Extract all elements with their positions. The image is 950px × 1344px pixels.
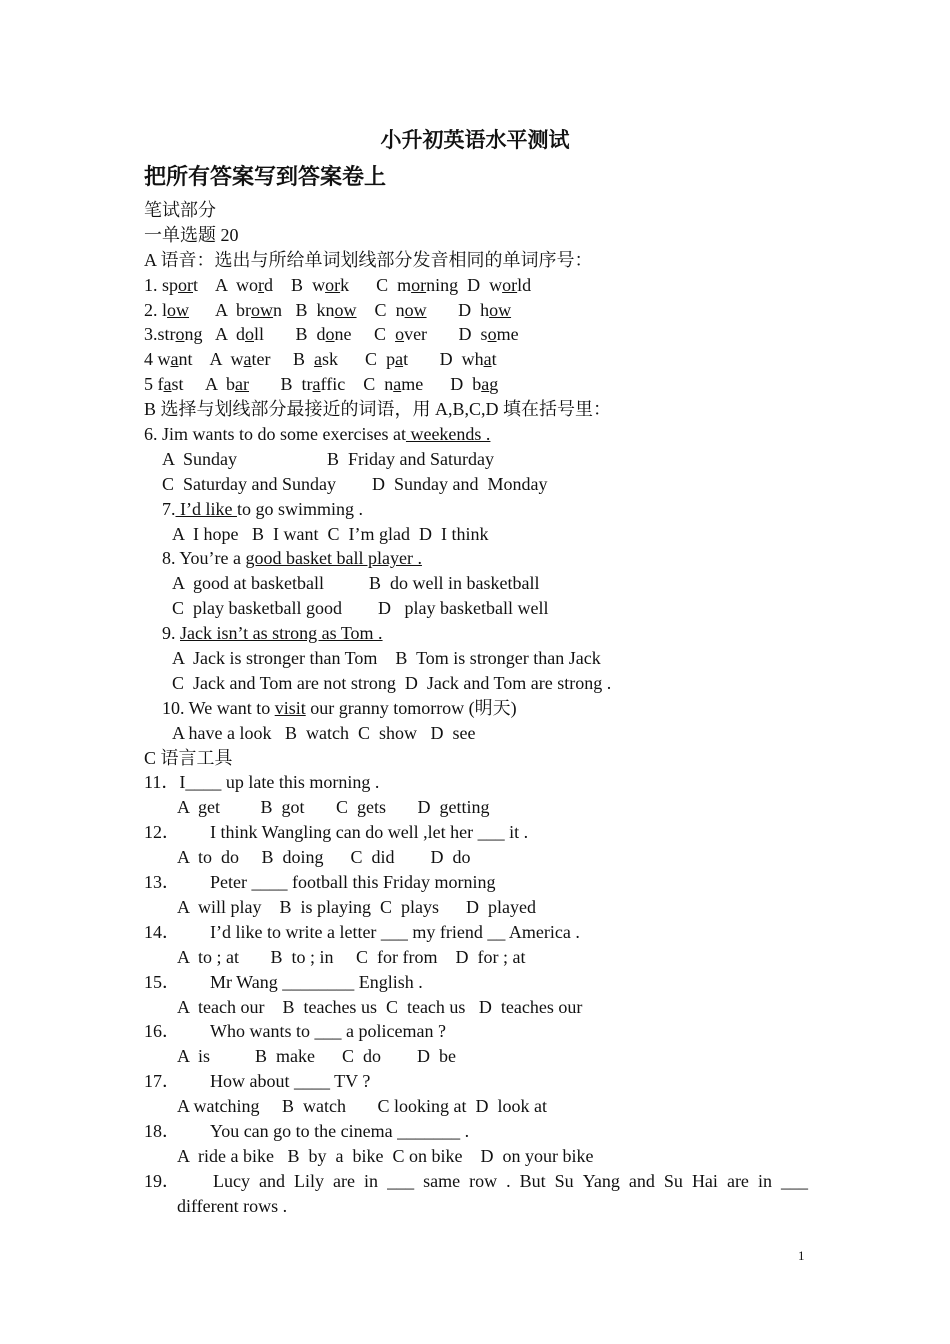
question-9-options-1: A Jack is stronger than Tom B Tom is stronger than Jack	[172, 648, 601, 669]
question-18-options: A ride a bike B by a bike C on bike D on your bike	[177, 1145, 594, 1166]
part-a-heading: A 语音：选出与所给单词划线部分发音相同的单词序号：	[144, 249, 593, 270]
section-one: 一单选题 20	[144, 224, 239, 245]
part-b-heading: B 选择与划线部分最接近的词语，用 A,B,C,D 填在括号里：	[144, 399, 612, 420]
question-6-options-1: A Sunday B Friday and Saturday	[162, 448, 494, 469]
question-9-options-2: C Jack and Tom are not strong D Jack and Tom are strong .	[172, 672, 612, 693]
question-16: 16． Who wants to ___ a policeman ?	[144, 1021, 446, 1042]
question-1: 1. sport A word B work C morning D world	[144, 274, 532, 295]
part-c-heading: C 语言工具	[144, 747, 233, 768]
question-19-continued: different rows .	[177, 1195, 288, 1216]
page-number: 1	[798, 1248, 805, 1263]
question-4: 4 want A water B ask C pat D what	[144, 349, 497, 370]
question-13-options: A will play B is playing C plays D played	[177, 896, 536, 917]
question-17-options: A watching B watch C looking at D look at	[177, 1096, 547, 1117]
question-15: 15． Mr Wang ________ English .	[144, 971, 423, 992]
question-15-options: A teach our B teaches us C teach us D teaches our	[177, 996, 583, 1017]
question-11: 11．I____ up late this morning .	[144, 772, 380, 793]
section-written: 笔试部分	[144, 200, 216, 220]
question-3: 3.strong A doll B done C over D some	[144, 324, 519, 345]
question-16-options: A is B make C do D be	[177, 1046, 456, 1067]
question-17: 17． How about ____ TV ?	[144, 1071, 371, 1092]
question-2: 2. low A brown B know C now D how	[144, 299, 512, 320]
question-14-options: A to ; at B to ; in C for from D for ; at	[177, 946, 526, 967]
question-11-options: A get B got C gets D getting	[177, 797, 490, 818]
exam-content	[144, 198, 808, 1219]
question-12: 12． I think Wangling can do well ,let her ___ it .	[144, 822, 529, 843]
question-6-options-2: C Saturday and Sunday D Sunday and Monday	[162, 473, 548, 494]
question-9: 9. Jack isn’t as strong as Tom .	[162, 623, 383, 644]
question-10: 10. We want to visit our granny tomorrow (明天)	[162, 697, 517, 718]
question-7: 7. I’d like to go swimming .	[162, 498, 363, 519]
page-subtitle: 把所有答案写到答案卷上	[144, 164, 387, 189]
question-18: 18． You can go to the cinema _______ .	[144, 1120, 470, 1141]
question-5: 5 fast A bar B traffic C name D bag	[144, 374, 499, 395]
question-10-options: A have a look B watch C show D see	[172, 722, 476, 743]
question-19: 19． Lucy and Lily are in ___ same row . But Su Yang and Su Hai are in ___	[144, 1170, 808, 1191]
question-8-options-1: A good at basketball B do well in basketball	[172, 573, 540, 594]
question-6: 6. Jim wants to do some exercises at weekends .	[144, 424, 491, 445]
page-title: 小升初英语水平测试	[380, 128, 570, 152]
question-14: 14． I’d like to write a letter ___ my friend __ America .	[144, 921, 580, 942]
question-8-options-2: C play basketball good D play basketball well	[172, 598, 549, 619]
question-13: 13． Peter ____ football this Friday morning	[144, 872, 496, 893]
question-7-options: A I hope B I want C I’m glad D I think	[172, 523, 489, 544]
question-12-options: A to do B doing C did D do	[177, 847, 471, 868]
question-8: 8. You’re a good basket ball player .	[162, 548, 422, 569]
